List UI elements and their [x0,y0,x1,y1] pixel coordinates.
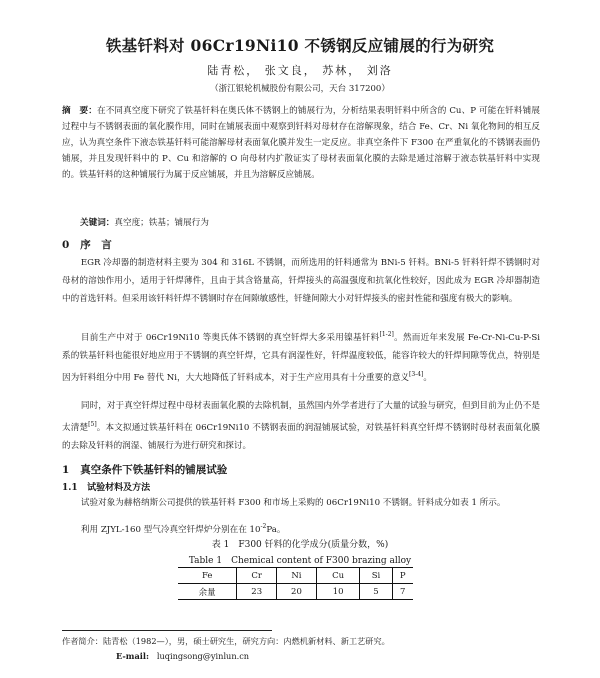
table-cell: 7 [392,584,413,600]
abstract-label: 摘 要： [62,106,97,116]
table-cell: 5 [360,584,392,600]
section-0-heading [62,237,112,252]
intro-p2-text: 目前生产中对于 06Cr19Ni10 等奥氏体不锈钢的真空钎焊大多采用镍基钎料 [80,332,380,343]
section-0-number: 0 [62,239,70,251]
keywords [80,216,540,228]
table-cell: 23 [237,584,277,600]
keywords-text: 真空度；铁基；铺展行为 [114,218,209,228]
table-cell: 20 [277,584,317,600]
email-address: luqingsong@yinlun.cn [156,651,250,661]
table-header-cell: Cr [237,568,277,584]
authors: 陆青松， 张文良， 苏林， 刘洛 [207,64,393,77]
table-row [178,584,413,600]
section-0-title: 序 言 [80,239,112,251]
subsection-1-1-number: 1.1 [62,483,78,493]
keywords-label: 关键词： [80,218,115,228]
intro-paragraph-3 [62,398,540,456]
abstract [62,104,540,184]
paper-title: 铁基钎料对 06Cr19Ni10 不锈钢反应铺展的行为研究 [105,36,495,55]
table-cell: 10 [316,584,360,600]
email-line [116,651,594,661]
table-1-chemical-content [178,567,413,600]
footnote-divider [62,630,272,631]
citation-5: [5] [88,420,97,428]
materials-paragraph: 试验对象为赫格纳斯公司提供的铁基钎料 F300 和市场上采购的 06Cr19Ni10 不锈钢。钎料成分如表 1 所示。 [80,498,506,508]
abstract-text: 在不同真空度下研究了铁基钎料在奥氏体不锈钢上的铺展行为，分析结果表明钎料中所含的 Cu、P 可能在钎料铺展过程中与不锈钢表面的氧化膜作用，同时在铺展表面中观察到钎料对母材存在溶解现象，结合 Fe、Cr、Ni 氧化物间的相互反应，认为真空条件下液态铁基钎料可能溶解母材表面氧化膜并发生一定反应。非真空条件下 F300 在严重氧化的不锈钢表面仍铺展，并且发现钎料中的 P、Cu 和溶解的 O 向母材内扩散证实了母材表面氧化膜的去除是通过溶解于液态铁基钎料中实现的。铁基钎料的这种铺展行为属于反应铺展，并且为溶解反应铺展。 [62,106,540,180]
table-header-cell: Si [360,568,392,584]
table-1-caption-cn: 表 1 F300 钎料的化学成分(质量分数，%) [211,540,389,550]
table-cell: 余量 [178,584,237,600]
subsection-1-1-title: 试验材料及方法 [87,483,151,493]
table-header-cell: Fe [178,568,237,584]
table-header-cell: Cu [316,568,360,584]
intro-p2-end: 。 [423,372,432,383]
section-1-title: 真空条件下铁基钎料的铺展试验 [80,464,228,476]
table-header-cell: P [392,568,413,584]
citation-3-4: [3-4] [409,370,424,378]
subsection-1-1-heading [62,480,150,493]
furnace-text: 利用 ZJYL-160 型气冷真空钎焊炉分别在在 10 [80,524,261,535]
table-1-caption-en: Table 1 Chemical content of F300 brazing alloy [188,556,412,566]
table-header-cell: Ni [277,568,317,584]
intro-p3-end: 。本文拟通过铁基钎料在 06Cr19Ni10 不锈钢表面的润湿铺展试验，对铁基钎料真空钎焊不锈钢时母材表面氧化膜的去除及钎料的润湿、铺展行为进行研究和探讨。 [62,422,540,451]
pressure-exponent: -2 [260,523,267,530]
table-header-row [178,568,413,584]
author-footnote: 作者简介：陆青松（1982—），男，硕士研究生，研究方向：内燃机新材料、新工艺研究。 [62,636,390,646]
furnace-text-end: Pa。 [266,524,286,535]
intro-p2-mid: 。然而近年来发展 Fe-Cr-Ni-Cu-P-Si 系的铁基钎料也能很好地应用于不锈钢的真空钎焊，它具有润湿性好，钎焊温度较低，能容许较大的钎焊间隙等优点，特别是因为钎料组分中用 Fe 替代 Ni，大大地降低了钎料成本，对于生产应用具有十分重要的意义 [62,332,540,383]
affiliation: （浙江银轮机械股份有限公司，天台 317200） [210,84,390,94]
email-label: E-mail: [116,651,150,661]
intro-paragraph-2 [62,326,540,387]
intro-p3-text: 同时，对于真空钎焊过程中母材表面氧化膜的去除机制，虽然国内外学者进行了大量的试验与研究，但到目前为止仍不是太清楚 [62,401,540,433]
section-1-heading [62,462,227,477]
section-1-number: 1 [62,464,70,476]
intro-paragraph-1: EGR 冷却器的制造材料主要为 304 和 316L 不锈钢，而所选用的钎料通常为 BNi-5 钎料。BNi-5 钎料钎焊不锈钢时对母材的溶蚀作用小，适用于钎焊薄件，且由于其含铬量高，钎焊接头的高温强度和抗氧化性较好，因此成为 EGR 冷却器制造中的首选钎料。但采用该钎料钎焊不锈钢时存在间隙敏感性，钎缝间隙大小对钎焊接头的密封性能和强度有极大的影响。 [62,258,540,304]
citation-1-2: [1-2] [379,331,394,338]
